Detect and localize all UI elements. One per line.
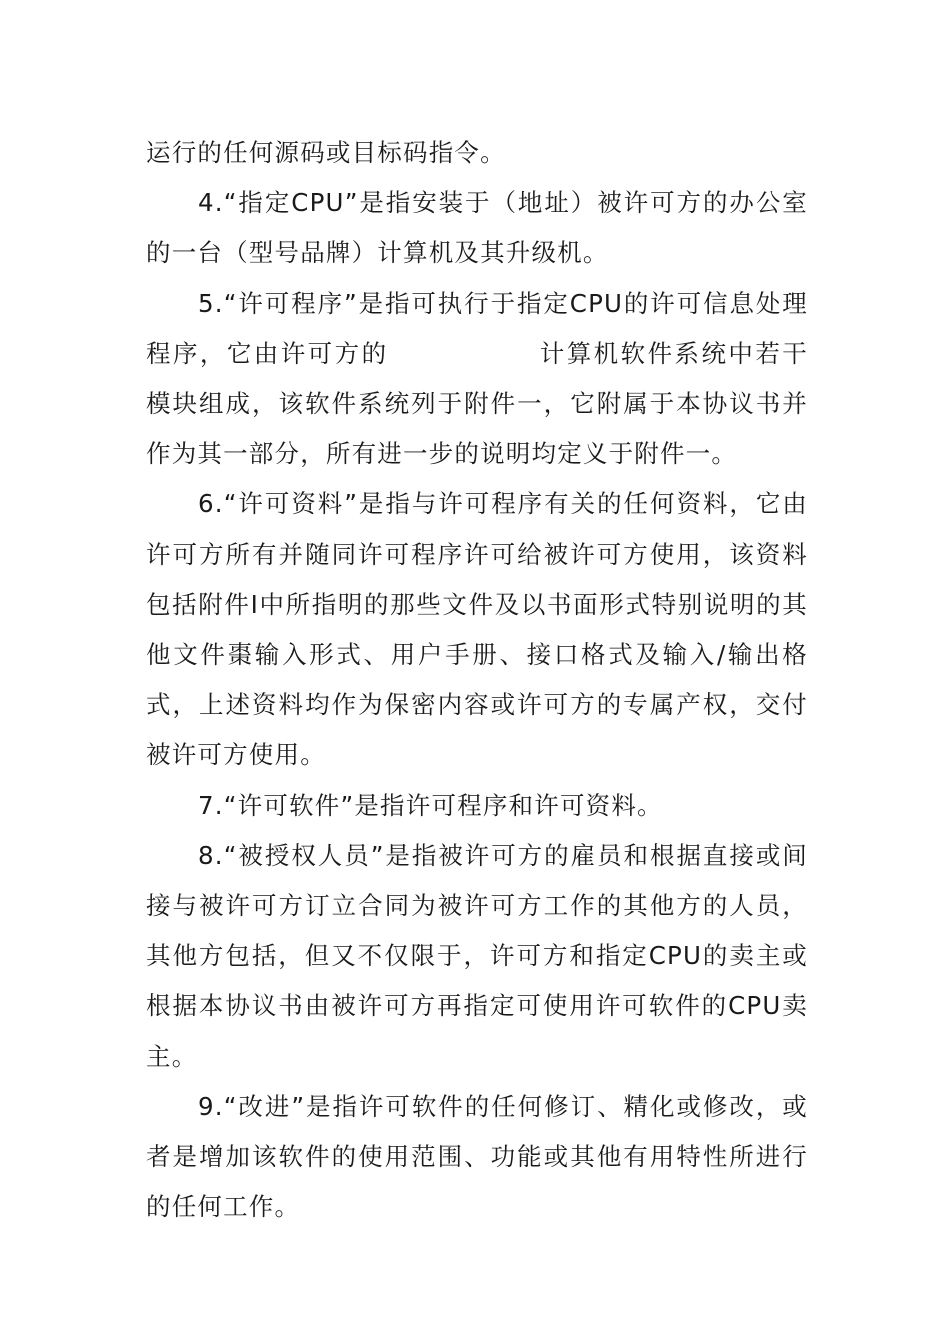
paragraph-4-designated-cpu: 4.“指定CPU”是指安装于（地址）被许可方的办公室的一台（型号品牌）计算机及其升级机。 [146,188,808,268]
paragraph-continuation: 运行的任何源码或目标码指令。 [146,138,506,167]
paragraph-8-authorized-personnel: 8.“被授权人员”是指被许可方的雇员和根据直接或间接与被许可方订立合同为被许可方工作的其他方的人员，其他方包括，但又不仅限于，许可方和指定CPU的卖主或根据本协议书由被许可方再指定可使用许可软件的CPU卖主。 [146,840,808,1071]
paragraph-7-licensed-software: 7.“许可软件”是指许可程序和许可资料。 [198,790,663,820]
paragraph-5-text-after-blank: 计算机软件系统中若干模块组成，该软件系统列于附件一，它附属于本协议书并作为其一部分，所有进一步的说明均定义于附件一。 [146,338,808,469]
paragraph-9-improvements: 9.“改进”是指许可软件的任何修订、精化或修改，或者是增加该软件的使用范围、功能或其他有用特性所进行的任何工作。 [146,1091,808,1222]
paragraph-5-licensed-program [146,279,808,480]
document-page [146,128,808,1232]
paragraph-6-licensed-materials: 6.“许可资料”是指与许可程序有关的任何资料，它由许可方所有并随同许可程序许可给被许可方使用，该资料包括附件I中所指明的那些文件及以书面形式特别说明的其他文件棗输入形式、用户手册、接口格式及输入/输出格式，上述资料均作为保密内容或许可方的专属产权，交付被许可方使用。 [146,489,808,770]
paragraph-5-text-before-blank: 5.“许可程序”是指可执行于指定CPU的许可信息处理程序，它由许可方的 [146,288,808,368]
